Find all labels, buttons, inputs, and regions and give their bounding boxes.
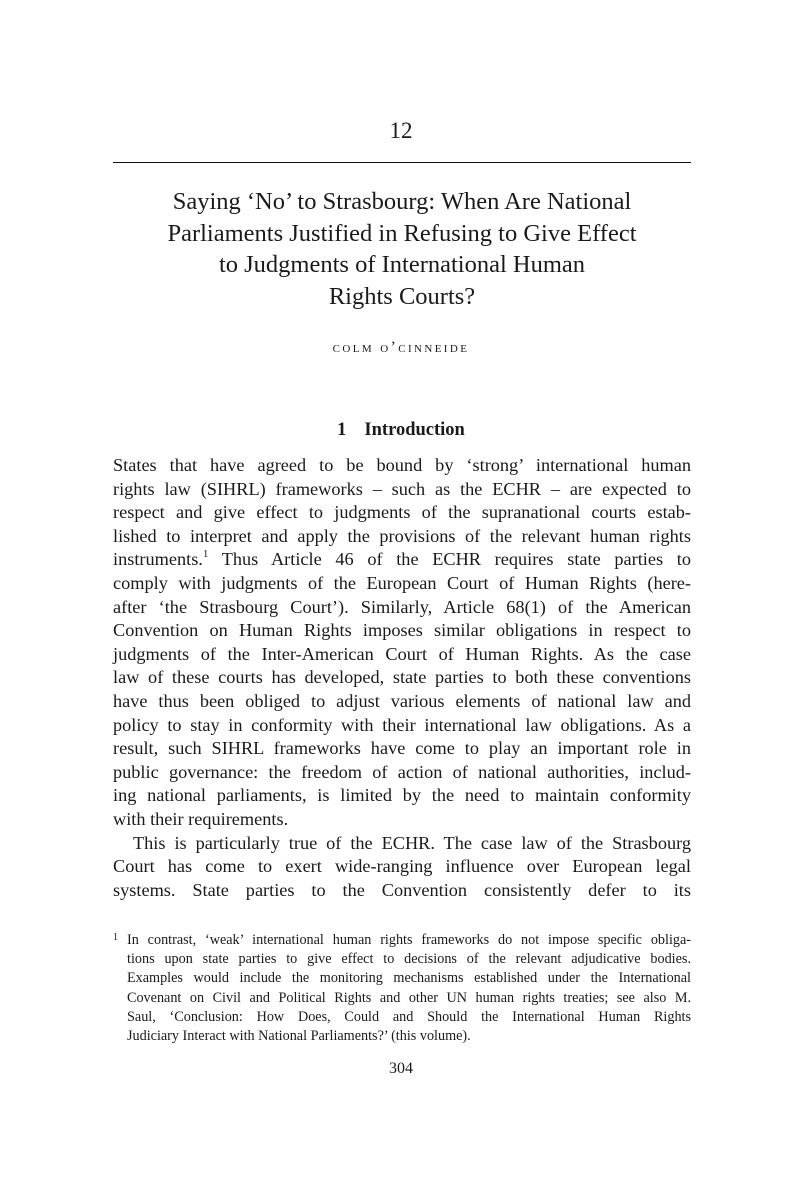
section-heading	[0, 418, 802, 442]
text-line: policy to stay in conformity with their international law obligations. As a	[113, 714, 691, 735]
text-line: respect and give effect to judgments of the supranational courts estab-	[113, 502, 691, 523]
text-line	[113, 548, 691, 572]
chapter-title	[113, 186, 691, 312]
text-line: after ‘the Strasbourg Court’). Similarly, Article 68(1) of the American	[113, 596, 691, 617]
text-line: have thus been obliged to adjust various elements of national law and	[113, 690, 691, 711]
footnote-line: Examples would include the monitoring mechanisms established under the International	[127, 970, 691, 987]
text-line: Court has come to exert wide-ranging influence over European legal	[113, 856, 691, 877]
text-line: lished to interpret and apply the provisions of the relevant human rights	[113, 525, 691, 546]
text-line: result, such SIHRL frameworks have come to play an important role in	[113, 738, 691, 759]
section-number: 1	[337, 420, 347, 440]
footnote-line: In contrast, ‘weak’ international human rights frameworks do not impose specific obliga-	[127, 932, 691, 948]
text-segment: Thus Article 46 of the ECHR requires state parties to	[221, 549, 691, 570]
footnotes	[113, 931, 691, 1046]
footnote-line: Covenant on Civil and Political Rights and other UN human rights treaties; see also M.	[127, 989, 691, 1006]
page-number: 304	[389, 1060, 413, 1077]
header-rule	[113, 162, 691, 163]
section-title: Introduction	[364, 420, 465, 440]
footnote-line: Judiciary Interact with National Parliaments?’ (this volume).	[127, 1027, 471, 1044]
body-text	[113, 454, 691, 902]
footnote-line: tions upon state parties to give effect to decisions of the relevant adjudicative bodies.	[127, 951, 691, 968]
text-line: law of these courts has developed, state parties to both these conventions	[113, 667, 691, 688]
text-line: systems. State parties to the Convention consistently defer to its	[113, 879, 691, 900]
text-line: rights law (SIHRL) frameworks – such as the ECHR – are expected to	[113, 478, 691, 499]
text-segment: instruments.	[113, 549, 203, 570]
text-line: judgments of the Inter-American Court of Human Rights. As the case	[113, 643, 691, 664]
chapter-title-line: Saying ‘No’ to Strasbourg: When Are National	[172, 188, 632, 215]
chapter-title-line: Rights Courts?	[328, 282, 476, 310]
chapter-number: 12	[389, 118, 413, 143]
text-line: This is particularly true of the ECHR. The case law of the Strasbourg	[133, 832, 691, 853]
chapter-title-line: to Judgments of International Human	[218, 251, 586, 278]
text-line: comply with judgments of the European Court of Human Rights (here-	[113, 572, 691, 593]
footnote-marker: 1	[113, 932, 118, 943]
footnote-reference[interactable]: 1	[202, 548, 209, 561]
text-line: Convention on Human Rights imposes similar obligations in respect to	[113, 620, 691, 641]
text-line: ing national parliaments, is limited by the need to maintain conformity	[113, 785, 691, 806]
chapter-author: colm o’cinneide	[332, 339, 470, 356]
footnote	[113, 931, 691, 1046]
chapter-title-line: Parliaments Justified in Refusing to Give Effect	[167, 219, 637, 247]
footnote-line: Saul, ‘Conclusion: How Does, Could and Should the International Human Rights	[127, 1008, 691, 1025]
text-line: with their requirements.	[113, 808, 289, 829]
text-line: States that have agreed to be bound by ‘strong’ international human	[113, 455, 691, 475]
text-line: public governance: the freedom of action of national authorities, includ-	[113, 761, 691, 782]
